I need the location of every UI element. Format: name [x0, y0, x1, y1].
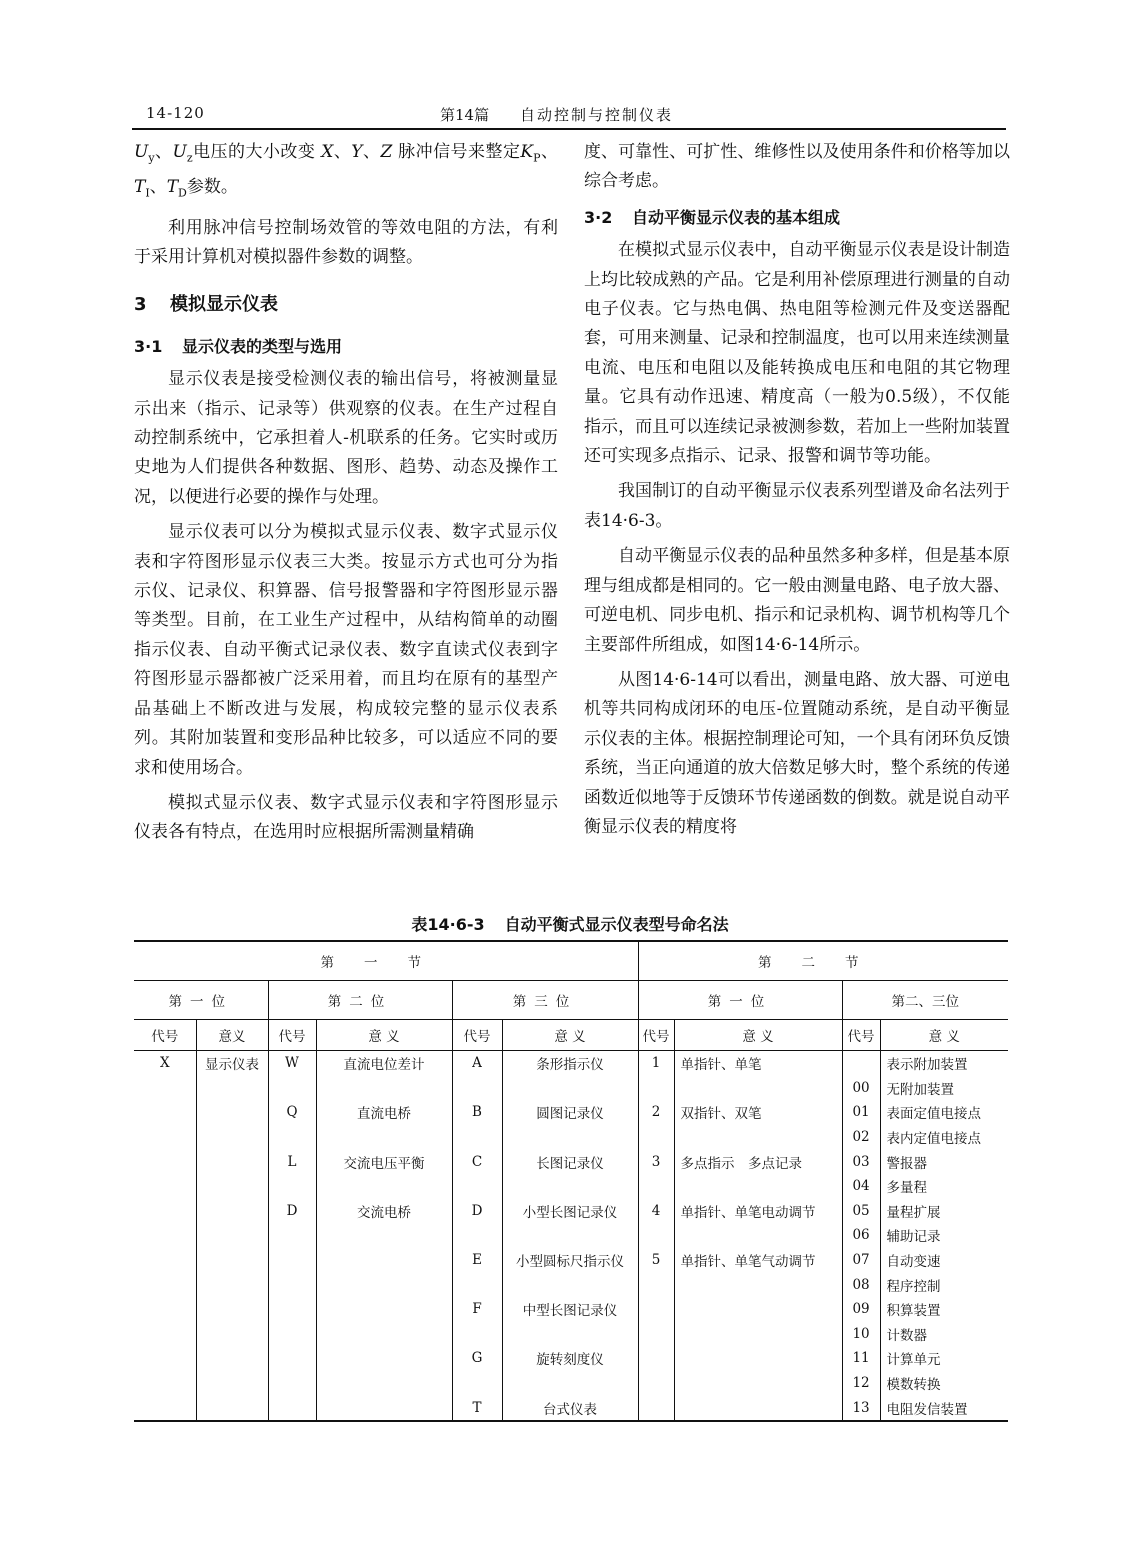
table-cell: G: [452, 1346, 502, 1371]
table-row: [134, 1149, 1008, 1174]
table-cell: 1: [638, 1051, 674, 1076]
table-cell: [196, 1248, 268, 1273]
paragraph: 自动平衡显示仪表的品种虽然多种多样，但是基本原理与组成都是相同的。它一般由测量电路、电子放大器、可逆电机、同步电机、指示和记录机构、调节机构等几个主要部件所组成，如图14·6-14所示。: [584, 546, 1010, 655]
table-cell: D: [268, 1199, 316, 1224]
table-row: [134, 1051, 1008, 1076]
table-cell: 直流电桥: [316, 1100, 452, 1125]
page-number: 14-120: [146, 104, 205, 122]
table-cell: [502, 1223, 638, 1248]
table-cell: 表示附加装置: [880, 1051, 1008, 1076]
table-cell: [674, 1272, 842, 1297]
table-title: 自动平衡式显示仪表型号命名法: [504, 915, 729, 934]
position-3-header: 第三位: [452, 981, 638, 1020]
table-row: [134, 1125, 1008, 1150]
left-column: [134, 138, 558, 854]
table-cell: 双指针、双笔: [674, 1100, 842, 1125]
table-cell: [196, 1395, 268, 1421]
table-cell: [452, 1223, 502, 1248]
table-cell: [268, 1223, 316, 1248]
table-cell: [674, 1125, 842, 1150]
table-cell: 无附加装置: [880, 1076, 1008, 1101]
code-header: 代号: [638, 1020, 674, 1051]
table-cell: [268, 1272, 316, 1297]
table-cell: 条形指示仪: [502, 1051, 638, 1076]
table-cell: 量程扩展: [880, 1199, 1008, 1224]
part-title: 自动控制与控制仪表: [520, 106, 674, 124]
table-cell: [196, 1199, 268, 1224]
table-cell: A: [452, 1051, 502, 1076]
table-cell: 02: [842, 1125, 880, 1150]
table-cell: [134, 1297, 196, 1322]
table-cell: [502, 1174, 638, 1199]
table-cell: [316, 1125, 452, 1150]
table-cell: [134, 1199, 196, 1224]
paragraph: 在模拟式显示仪表中，自动平衡显示仪表是设计制造上均比较成熟的产品。它是利用补偿原理进行测量的自动电子仪表。它与热电偶、热电阻等检测元件及变送器配套，可用来测量、记录和控制温度，也可以用来连续测量电流、电压和电阻以及能转换成电压和电阻的其它物理量。它具有动作迅速、精度高（一般为0.5级），不仅能指示，而且可以连续记录被测参数，若加上一些附加装置还可实现多点指示、记录、报警和调节等功能。: [584, 240, 1010, 467]
table-caption: [132, 912, 1008, 935]
table-cell: 11: [842, 1346, 880, 1371]
table-cell: [674, 1395, 842, 1421]
table-cell: [638, 1223, 674, 1248]
meaning-header: 意义: [196, 1020, 268, 1051]
position-2-header: 第二位: [268, 981, 452, 1020]
table-cell: [674, 1322, 842, 1347]
table-row: [134, 1395, 1008, 1421]
table-row: [134, 1174, 1008, 1199]
table-cell: 中型长图记录仪: [502, 1297, 638, 1322]
table-cell: 长图记录仪: [502, 1149, 638, 1174]
table-cell: 交流电桥: [316, 1199, 452, 1224]
section-2-position-23-header: 第二、三位: [842, 981, 1008, 1020]
table-cell: [268, 1371, 316, 1396]
table-cell: [196, 1076, 268, 1101]
table-cell: 04: [842, 1174, 880, 1199]
table-cell: 多点指示 多点记录: [674, 1149, 842, 1174]
table-cell: [268, 1174, 316, 1199]
table-cell: [134, 1100, 196, 1125]
table-cell: 2: [638, 1100, 674, 1125]
table-cell: [638, 1297, 674, 1322]
table-cell: 10: [842, 1322, 880, 1347]
section-2-position-1-header: 第一位: [638, 981, 842, 1020]
table-cell: 电阻发信装置: [880, 1395, 1008, 1421]
right-column: [584, 138, 1010, 848]
table-cell: 计数器: [880, 1322, 1008, 1347]
table-cell: 交流电压平衡: [316, 1149, 452, 1174]
table-cell: [316, 1223, 452, 1248]
part-label: 第14篇: [440, 106, 490, 124]
table-cell: 显示仪表: [196, 1051, 268, 1076]
section-1-header: 第一节: [134, 941, 638, 981]
table-cell: [502, 1272, 638, 1297]
table-cell: 08: [842, 1272, 880, 1297]
table-cell: 单指针、单笔气动调节: [674, 1248, 842, 1273]
table-cell: [842, 1051, 880, 1076]
table-cell: [134, 1076, 196, 1101]
table-cell: [502, 1322, 638, 1347]
table-cell: X: [159, 1055, 170, 1072]
model-naming-table: [134, 940, 1008, 1422]
table-cell: 小型长图记录仪: [502, 1199, 638, 1224]
table-cell: [196, 1346, 268, 1371]
table-cell: [268, 1322, 316, 1347]
table-cell: [452, 1322, 502, 1347]
table-cell: [452, 1125, 502, 1150]
table-row: [134, 1223, 1008, 1248]
table-cell: [452, 1272, 502, 1297]
table-cell: 小型圆标尺指示仪: [502, 1248, 638, 1273]
table-cell: 13: [842, 1395, 880, 1421]
table-cell: [638, 1371, 674, 1396]
table-row: [134, 1100, 1008, 1125]
table-row: [134, 1297, 1008, 1322]
table-cell: Q: [268, 1100, 316, 1125]
table-cell: [134, 1174, 196, 1199]
table-cell: [674, 1371, 842, 1396]
meaning-header: 意 义: [674, 1020, 842, 1051]
table-cell: [452, 1076, 502, 1101]
table-cell: [638, 1125, 674, 1150]
table-cell: W: [268, 1051, 316, 1076]
table-cell: 单指针、单笔: [674, 1051, 842, 1076]
table-cell: [316, 1346, 452, 1371]
table-cell: [134, 1149, 196, 1174]
table-cell: [638, 1076, 674, 1101]
table-cell: 直流电位差计: [316, 1051, 452, 1076]
paragraph: $U_y$、$U_z$电压的大小改变 X、Y、Z 脉冲信号来整定$K_P$、$T_I$、$T_D$参数。: [134, 142, 558, 200]
table-cell: 01: [842, 1100, 880, 1125]
table-cell: 模数转换: [880, 1371, 1008, 1396]
table-row: [134, 1272, 1008, 1297]
table-cell: 表面定值电接点: [880, 1100, 1008, 1125]
table-cell: [134, 1248, 196, 1273]
table-number: 表14·6-3: [411, 915, 485, 934]
table-cell: [196, 1149, 268, 1174]
table-cell: [638, 1346, 674, 1371]
table-cell: [674, 1174, 842, 1199]
table-cell: [196, 1297, 268, 1322]
table-row: [134, 1199, 1008, 1224]
table-cell: [268, 1346, 316, 1371]
table-cell: [674, 1297, 842, 1322]
code-header: 代号: [842, 1020, 880, 1051]
table-cell: [134, 1223, 196, 1248]
table-cell: C: [452, 1149, 502, 1174]
table-cell: 台式仪表: [502, 1395, 638, 1421]
table-cell: [316, 1174, 452, 1199]
meaning-header: 意 义: [880, 1020, 1008, 1051]
table-cell: 4: [638, 1199, 674, 1224]
header-rule: [132, 128, 1006, 130]
table-cell: E: [452, 1248, 502, 1273]
table-cell: [134, 1125, 196, 1150]
table-cell: [638, 1272, 674, 1297]
paragraph: 显示仪表可以分为模拟式显示仪表、数字式显示仪表和字符图形显示仪表三大类。按显示方式也可分为指示仪、记录仪、积算器、信号报警器和字符图形显示器等类型。目前，在工业生产过程中，从结构简单的动圈指示仪表、自动平衡式记录仪表、数字直读式仪表到字符图形显示器都被广泛采用着，而且均在原有的基型产品基础上不断改进与发展，构成较完整的显示仪表系列。其附加装置和变形品种比较多，可以适应不同的要求和使用场合。: [134, 522, 558, 778]
table-cell: [638, 1395, 674, 1421]
table-cell: [502, 1076, 638, 1101]
paragraph: 从图14·6-14可以看出，测量电路、放大器、可逆电机等共同构成闭环的电压-位置随动系统，是自动平衡显示仪表的主体。根据控制理论可知，一个具有闭环负反馈系统，当正向通道的放大倍数足够大时，整个系统的传递函数近似地等于反馈环节传递函数的倒数。就是说自动平衡显示仪表的精度将: [584, 669, 1010, 837]
table-cell: [502, 1125, 638, 1150]
position-1-header: 第一位: [134, 981, 268, 1020]
table-cell: 00: [842, 1076, 880, 1101]
subsection-heading: 3·2 自动平衡显示仪表的基本组成: [584, 207, 841, 227]
table-cell: [196, 1272, 268, 1297]
table-cell: L: [268, 1149, 316, 1174]
table-row: [134, 1076, 1008, 1101]
table-cell: [196, 1371, 268, 1396]
table-cell: [134, 1272, 196, 1297]
section-heading: 3 模拟显示仪表: [134, 294, 278, 316]
table-cell: [268, 1297, 316, 1322]
table-cell: 圆图记录仪: [502, 1100, 638, 1125]
table-cell: 12: [842, 1371, 880, 1396]
table-cell: 表内定值电接点: [880, 1125, 1008, 1150]
table-row: [134, 1248, 1008, 1273]
meaning-header: 意 义: [502, 1020, 638, 1051]
table-cell: [674, 1346, 842, 1371]
table-cell: 03: [842, 1149, 880, 1174]
table-cell: 09: [842, 1297, 880, 1322]
table-cell: F: [452, 1297, 502, 1322]
table-cell: [316, 1272, 452, 1297]
table-cell: [134, 1346, 196, 1371]
table-cell: [268, 1395, 316, 1421]
paragraph: 度、可靠性、可扩性、维修性以及使用条件和价格等加以综合考虑。: [584, 142, 1010, 192]
table-cell: 5: [638, 1248, 674, 1273]
table-cell: 积算装置: [880, 1297, 1008, 1322]
table-cell: [268, 1125, 316, 1150]
table-cell: [134, 1395, 196, 1421]
table-cell: 旋转刻度仪: [502, 1346, 638, 1371]
table-cell: [638, 1174, 674, 1199]
table-cell: [502, 1371, 638, 1396]
meaning-header: 意 义: [316, 1020, 452, 1051]
table-cell: 辅助记录: [880, 1223, 1008, 1248]
table-cell: [316, 1248, 452, 1273]
table-cell: 单指针、单笔电动调节: [674, 1199, 842, 1224]
table-row: [134, 1371, 1008, 1396]
code-header: 代号: [268, 1020, 316, 1051]
table-cell: 警报器: [880, 1149, 1008, 1174]
table-cell: [196, 1125, 268, 1150]
table-cell: [316, 1371, 452, 1396]
table-cell: [196, 1174, 268, 1199]
table-cell: [316, 1395, 452, 1421]
page-header: [132, 104, 1006, 130]
table-cell: [452, 1174, 502, 1199]
table-cell: 06: [842, 1223, 880, 1248]
table-cell: [134, 1371, 196, 1396]
paragraph: 我国制订的自动平衡显示仪表系列型谱及命名法列于表14·6-3。: [584, 481, 1010, 531]
paragraph: 模拟式显示仪表、数字式显示仪表和字符图形显示仪表各有特点，在选用时应根据所需测量精确: [134, 792, 558, 843]
table-cell: [268, 1248, 316, 1273]
table-cell: [638, 1322, 674, 1347]
table-cell: [268, 1076, 316, 1101]
table-cell: [196, 1223, 268, 1248]
code-header: 代号: [452, 1020, 502, 1051]
table-cell: [196, 1100, 268, 1125]
table-cell: D: [452, 1199, 502, 1224]
table-row: [134, 1322, 1008, 1347]
table-cell: 05: [842, 1199, 880, 1224]
table-cell: [196, 1322, 268, 1347]
subsection-heading: 3·1 显示仪表的类型与选用: [134, 336, 343, 356]
paragraph: 显示仪表是接受检测仪表的输出信号，将被测量显示出来（指示、记录等）供观察的仪表。在生产过程自动控制系统中，它承担着人-机联系的任务。它实时或历史地为人们提供各种数据、图形、趋势、动态及操作工况，以便进行必要的操作与处理。: [134, 369, 558, 507]
table-cell: 程序控制: [880, 1272, 1008, 1297]
code-header: 代号: [134, 1020, 196, 1051]
table-cell: 计算单元: [880, 1346, 1008, 1371]
table-cell: [316, 1322, 452, 1347]
table-cell: 多量程: [880, 1174, 1008, 1199]
table-cell: 自动变速: [880, 1248, 1008, 1273]
table-cell: B: [452, 1100, 502, 1125]
table-cell: [674, 1076, 842, 1101]
table-cell: [316, 1297, 452, 1322]
table-cell: [134, 1322, 196, 1347]
table-cell: [316, 1076, 452, 1101]
section-2-header: 第二节: [638, 941, 1008, 981]
table-cell: [674, 1223, 842, 1248]
table-cell: [452, 1371, 502, 1396]
table-cell: 07: [842, 1248, 880, 1273]
paragraph: 利用脉冲信号控制场效管的等效电阻的方法，有利于采用计算机对模拟器件参数的调整。: [134, 217, 558, 267]
table-cell: T: [452, 1395, 502, 1421]
table-row: [134, 1346, 1008, 1371]
table-cell: 3: [638, 1149, 674, 1174]
